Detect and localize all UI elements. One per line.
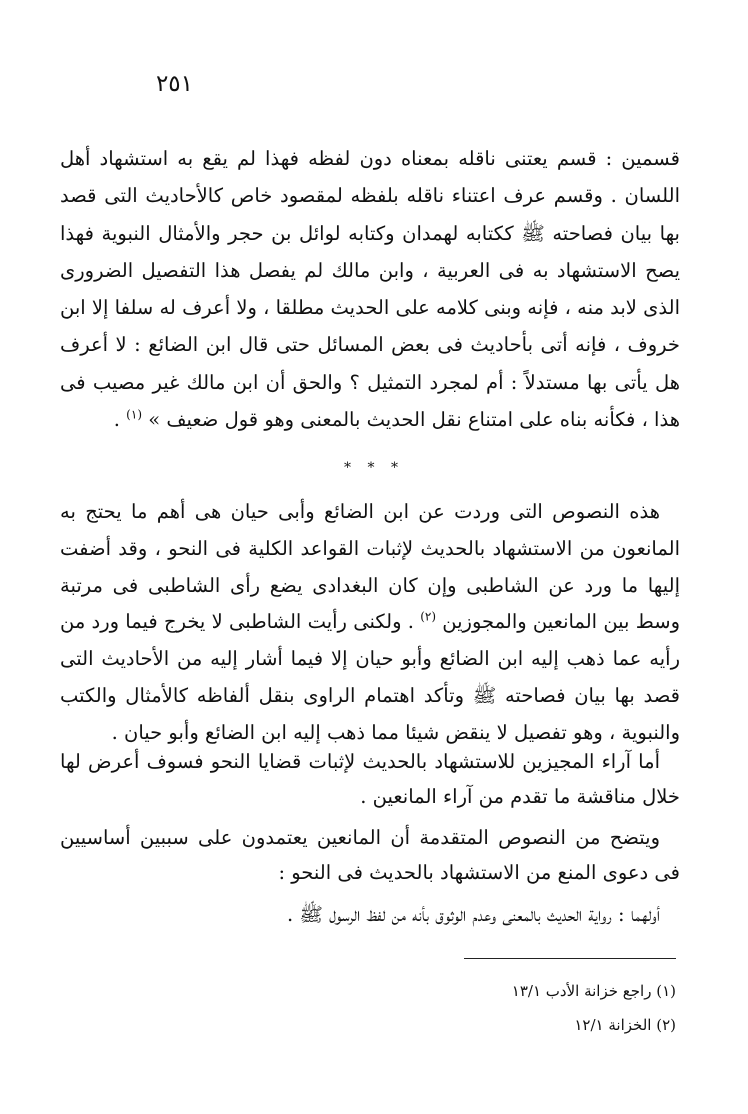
footnotes — [276, 974, 676, 1042]
quoted-paragraph — [60, 140, 680, 438]
paragraph-body-start: هذه النصوص التى وردت عن ابن الضائع وأبى حيان هى أهم ما يحتج به المانعون من الاستشهاد بالحديث لإثبات القواعد الكلية فى النحو ، وقد أضفت إليها ما ورد عن الشاطبى وإن كان البغدادى يضع رأى الشاطبى فى مرتبة وسط بين المانعين والمجوزين — [60, 500, 680, 634]
footnote-2: (٢) الخزانة ١٢/١ — [574, 1016, 676, 1034]
section-separator: * * * — [344, 460, 404, 476]
paragraph-text: ويتضح من النصوص المتقدمة أن المانعين يعتمدون على سببين أساسيين فى دعوى المنع من الاستشهاد بالحديث فى النحو : — [60, 826, 680, 884]
permitters-paragraph — [60, 744, 680, 814]
discussion-paragraph — [60, 494, 680, 752]
paragraph-end: . — [113, 408, 127, 432]
footnote-1: (١) راجع خزانة الأدب ١٣/١ — [511, 982, 676, 1000]
footnote-divider — [464, 958, 676, 959]
paragraph-text — [60, 494, 680, 752]
paragraph-text: أولهما : رواية الحديث بالمعنى وعدم الوثوق بأنه من لفظ الرسول ﷺ . — [286, 903, 660, 926]
paragraph-text — [60, 140, 680, 438]
footnote-ref-2[interactable]: (٢) — [420, 609, 437, 624]
first-reason-paragraph — [60, 897, 680, 933]
paragraph-body: قسمين : قسم يعتنى ناقله بمعناه دون لفظه فهذا لم يقع به استشهاد أهل اللسان . وقسم عرف اعتناء ناقله بلفظه لمقصود خاص كالأحاديث التى قصد بها بيان فصاحته ﷺ ككتابه لهمدان وكتابه لوائل بن حجر والأمثال النبوية فهذا يصح الاستشهاد به فى العربية ، وابن مالك لم يفصل هذا التفصيل الضرورى الذى لابد منه ، فإنه وبنى كلامه على الحديث مطلقا ، ولا أعرف له سلفا إلا ابن خروف ، فإنه أتى بأحاديث فى بعض المسائل حتى قال ابن الضائع : لا أعرف هل يأتى بها مستدلاً : أم لمجرد التمثيل ؟ والحق أن ابن مالك غير مصيب فى هذا ، فكأنه بناه على امتناع نقل الحديث بالمعنى وهو قول ضعيف » — [60, 147, 680, 432]
footnote-ref-1[interactable]: (١) — [126, 407, 142, 422]
page-number: ٢٥١ — [155, 71, 193, 97]
paragraph-body-end: . ولكنى رأيت الشاطبى لا يخرج فيما ورد من رأيه عما ذهب إليه ابن الضائع وأبو حيان إلا فيما أشار إليه من الأحاديث التى قصد بها بيان فصاحته ﷺ وتأكد اهتمام الراوى بنقل ألفاظه كالأمثال والكتب والنبوية ، وهو تفصيل لا ينقض شيئا مما ذهب إليه ابن الضائع وأبو حيان . — [60, 610, 680, 744]
reasons-intro-paragraph — [60, 820, 680, 890]
paragraph-text: أما آراء المجيزين للاستشهاد بالحديث لإثبات قضايا النحو فسوف أعرض لها خلال مناقشة ما تقدم من آراء المانعين . — [60, 750, 680, 808]
